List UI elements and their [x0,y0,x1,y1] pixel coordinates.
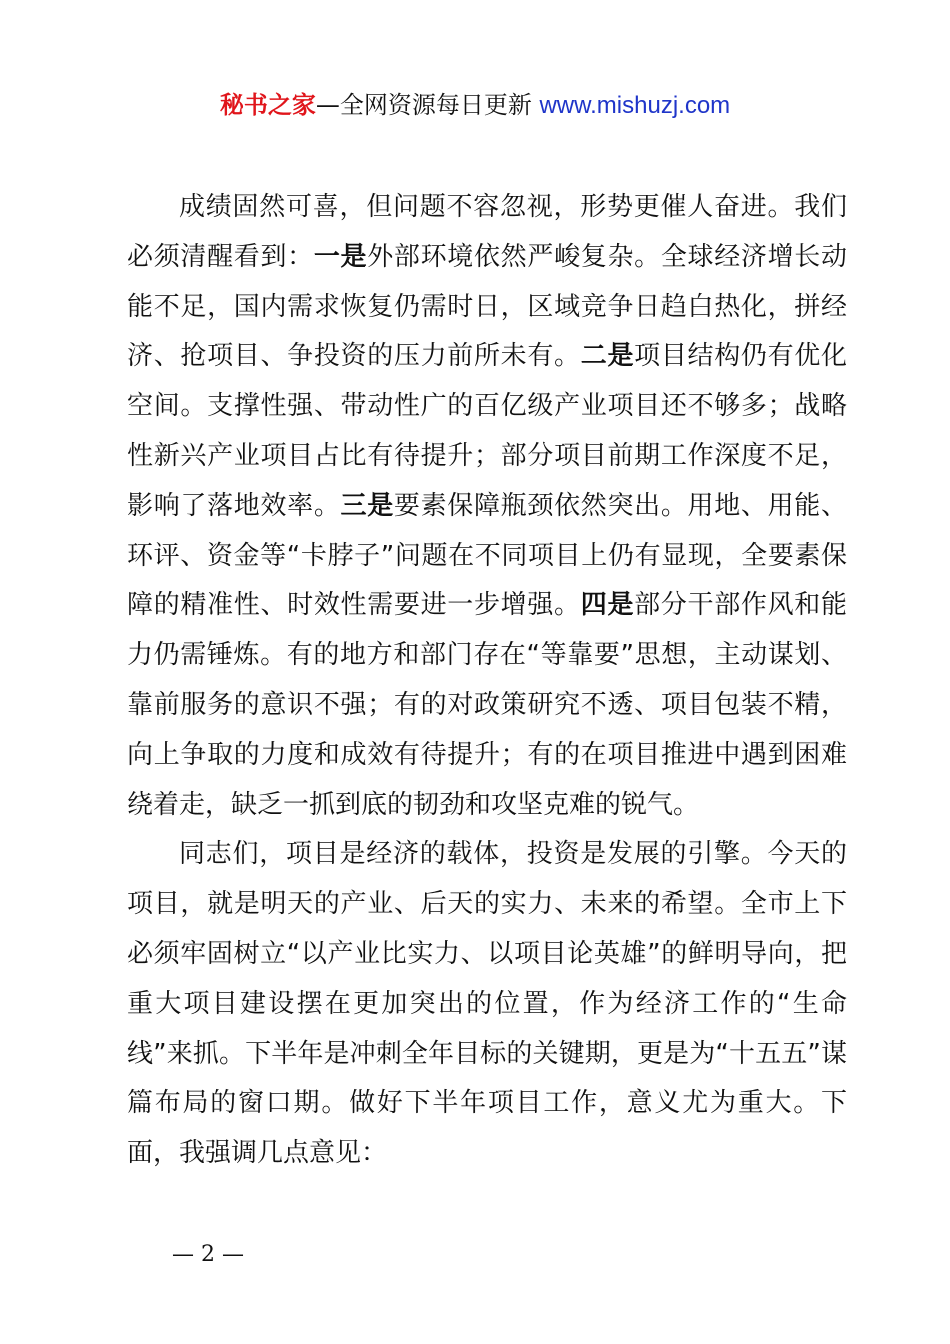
paragraph-comrades: 同志们，项目是经济的载体，投资是发展的引擎。今天的项目，就是明天的产业、后天的实力、未来的希望。全市上下必须牢固树立“以产业比实力、以项目论英雄”的鲜明导向，把重大项目建设摆在更加突出的位置，作为经济工作的“生命线”来抓。下半年是冲刺全年目标的关键期，更是为“十五五”谋篇布局的窗口期。做好下半年项目工作，意义尤为重大。下面，我强调几点意见： [127,839,847,1169]
paragraph-text: 外部环境依然严峻复杂。全球经济增长动能不足，国内需求恢复仍需时日，区域竞争日趋白热化，拼经济、抢项目、争投资的压力前所未有。 [127,241,847,372]
page-number: — 2 — [172,1242,244,1267]
site-url[interactable]: www.mishuzj.com [539,92,731,119]
brand-slogan: —全网资源每日更新 [315,91,540,119]
paragraph-problems [127,183,847,830]
paragraph-text: 成绩固然可喜，但问题不容忽视，形势更催人奋进。我们必须清醒看到： [127,192,847,272]
brand-name: 秘书之家 [219,91,316,119]
emphasis-fourth: 四是 [580,590,635,621]
paragraph-text: 项目结构仍有优化空间。支撑性强、带动性广的百亿级产业项目还不够多；战略性新兴产业项目占比有待提升；部分项目前期工作深度不足，影响了落地效率。 [127,341,847,521]
paragraph-text: 部分干部作风和能力仍需锤炼。有的地方和部门存在“等靠要”思想，主动谋划、靠前服务的意识不强；有的对政策研究不透、项目包装不精，向上争取的力度和成效有待提升；有的在项目推进中遇到困难绕着走，缺乏一抓到底的韧劲和攻坚克难的锐气。 [127,590,847,820]
document-body [127,183,847,1179]
emphasis-second: 二是 [580,341,635,372]
paragraph-text: 要素保障瓶颈依然突出。用地、用能、环评、资金等“卡脖子”问题在不同项目上仍有显现，全要素保障的精准性、时效性需要进一步增强。 [127,490,847,621]
emphasis-first: 一是 [313,241,368,272]
site-banner [0,88,950,123]
emphasis-third: 三是 [340,490,394,521]
